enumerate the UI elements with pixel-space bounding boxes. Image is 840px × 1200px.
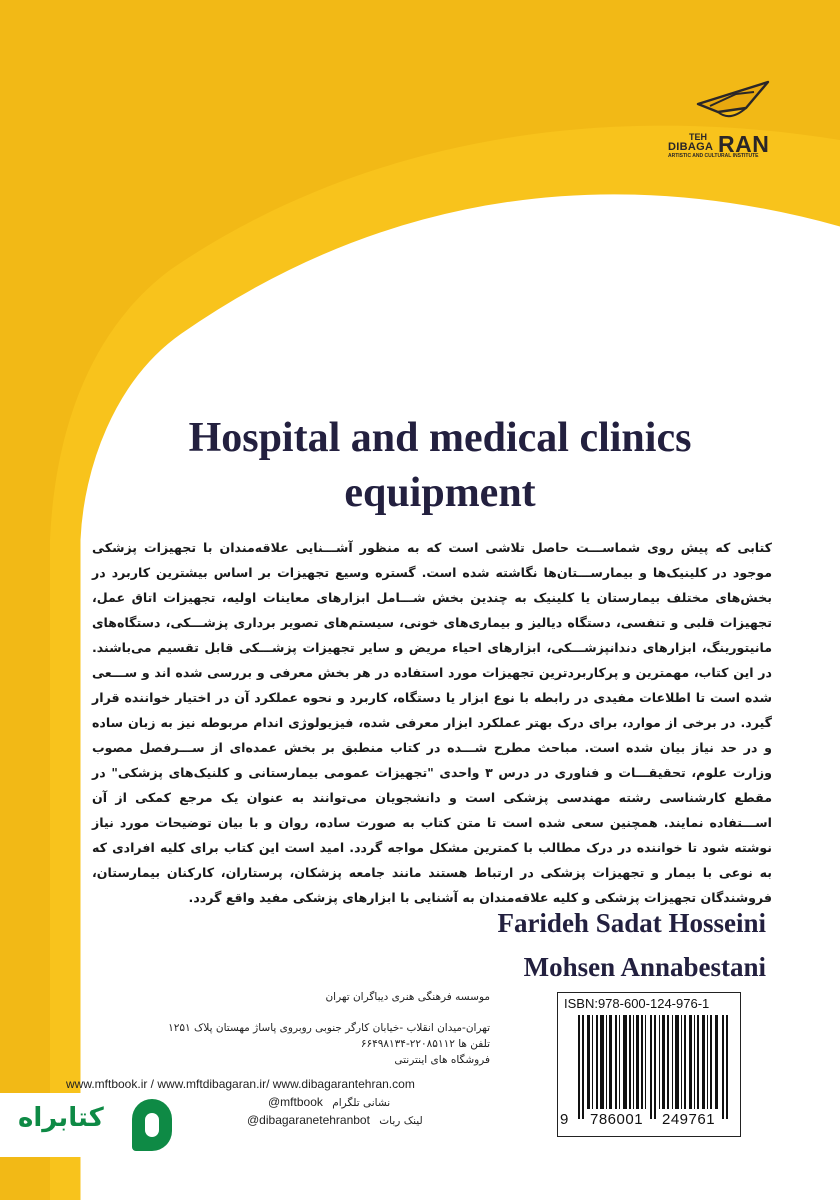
telegram-row bbox=[268, 1095, 390, 1109]
watermark-text: کتابراه bbox=[18, 1103, 104, 1133]
bot-handle[interactable]: @dibagaranetehranbot bbox=[247, 1113, 370, 1127]
logo-dibaga-text: DIBAGA bbox=[668, 141, 714, 153]
publisher-name: موسسه فرهنگی هنری دیباگران تهران bbox=[325, 991, 490, 1003]
barcode-digits-right: 249761 bbox=[662, 1111, 716, 1128]
bot-row bbox=[247, 1113, 423, 1127]
book-description: کتابی که پیش روی شماســـت حاصل تلاشی است که به منظور آشـــنایی علاقه‌مندان با تجهیزات پزشکی موجود در کلینیک‌ها و بیمارســـتان‌ها نگاشته شده است. گستره وسیع تجهیزات بر اساس بیشترین کاربرد در بخش‌های مختلف بیمارستان یا کلینیک به چندین بخش شـــامل ابزارهای معاینات اولیه، تجهیزات اتاق عمل، تجهیزات قلبی و تنفسی، دستگاه دیالیز و بیماری‌های خونی، سیستم‌های تصویر برداری پزشـــکی، دستگاه‌های مانیتورینگ، ابزارهای دندانپزشـــکی، ابزارهای احیاء مریض و سایر تجهیزات پزشـــکی قابل تقسیم می‌باشند. در این کتاب، مهمترین و پرکاربردترین تجهیزات مورد استفاده در هر بخش معرفی و بررسی شده اند و ســـعی شده است تا اطلاعات مفیدی در رابطه با نوع ابزار یا دستگاه، کاربرد و نحوه عملکرد آن در اختیار خواننده قرار گیرد. در برخی از موارد، برای درک بهتر عملکرد ابزار معرفی شده، فیزیولوژی اندام مربوطه نیز به زبان ساده و در حد نیاز بیان شده است. مباحث مطرح شـــده در کتاب منطبق بر بخش عمده‌ای از ســـرفصل مصوب وزارت علوم، تحقیقـــات و فناوری در درس ۳ واحدی "تجهیزات عمومی بیمارستانی و کلنیک‌های پزشکی" در مقطع کارشناسی رشته مهندسی پزشکی است و دانشجویان می‌توانند به عنوان یک مرجع کمکی از آن اســـتفاده نمایند. همچنین سعی شده است تا متن کتاب به صورت ساده، روان و با بیان توضیحات مورد نیاز نوشته شود تا خواننده در درک مطالب با کمترین مشکل مواجه گردد. امید است این کتاب برای کلیه افرادی که به نوعی با بیمار و تجهیزات پزشکی در ارتباط هستند مانند جامعه پزشکان، پرستاران، کارکنان بیمارستان، فروشندگان تجهیزات پزشکی و کلیه علاقه‌مندان به آشنایی با ابزارهای پزشکی مفید واقع گردد. bbox=[92, 540, 772, 905]
barcode-bars bbox=[578, 1015, 728, 1119]
paper-boat-icon bbox=[696, 78, 770, 122]
online-shops-label: فروشگاه های اینترنتی bbox=[394, 1054, 490, 1066]
ketabrah-logo-icon bbox=[132, 1099, 172, 1151]
publisher-phone: تلفن ها ۲۲۰۸۵۱۱۲-۶۶۴۹۸۱۳۴ bbox=[360, 1038, 490, 1050]
book-title-line-1: Hospital and medical clinics bbox=[188, 415, 692, 461]
book-title-line-2: equipment bbox=[344, 470, 536, 516]
isbn-label: ISBN:978-600-124-976-1 bbox=[564, 996, 710, 1011]
barcode-digits-left: 786001 bbox=[590, 1111, 644, 1128]
logo-ran-text: RAN bbox=[718, 131, 770, 157]
barcode-digit-first: 9 bbox=[560, 1111, 569, 1128]
publisher-websites[interactable]: www.mftbook.ir / www.mftdibagaran.ir/ www.dibagarantehran.com bbox=[66, 1077, 415, 1091]
author-2: Mohsen Annabestani bbox=[523, 952, 766, 982]
telegram-label: نشانی تلگرام bbox=[332, 1097, 391, 1109]
logo-teh-text: TEH bbox=[689, 132, 707, 142]
publisher-logo bbox=[668, 78, 780, 158]
author-1: Farideh Sadat Hosseini bbox=[497, 908, 766, 938]
isbn-barcode bbox=[557, 992, 741, 1137]
bot-label: لینک ربات bbox=[379, 1115, 423, 1127]
telegram-handle[interactable]: @mftbook bbox=[268, 1095, 323, 1109]
ketabrah-watermark bbox=[0, 1093, 182, 1157]
publisher-address: تهران-میدان انقلاب -خیابان کارگر جنوبی روبروی پاساژ مهستان پلاک ۱۲۵۱ bbox=[168, 1022, 490, 1034]
logo-tagline: ARTISTIC AND CULTURAL INSTITUTE bbox=[668, 153, 759, 159]
